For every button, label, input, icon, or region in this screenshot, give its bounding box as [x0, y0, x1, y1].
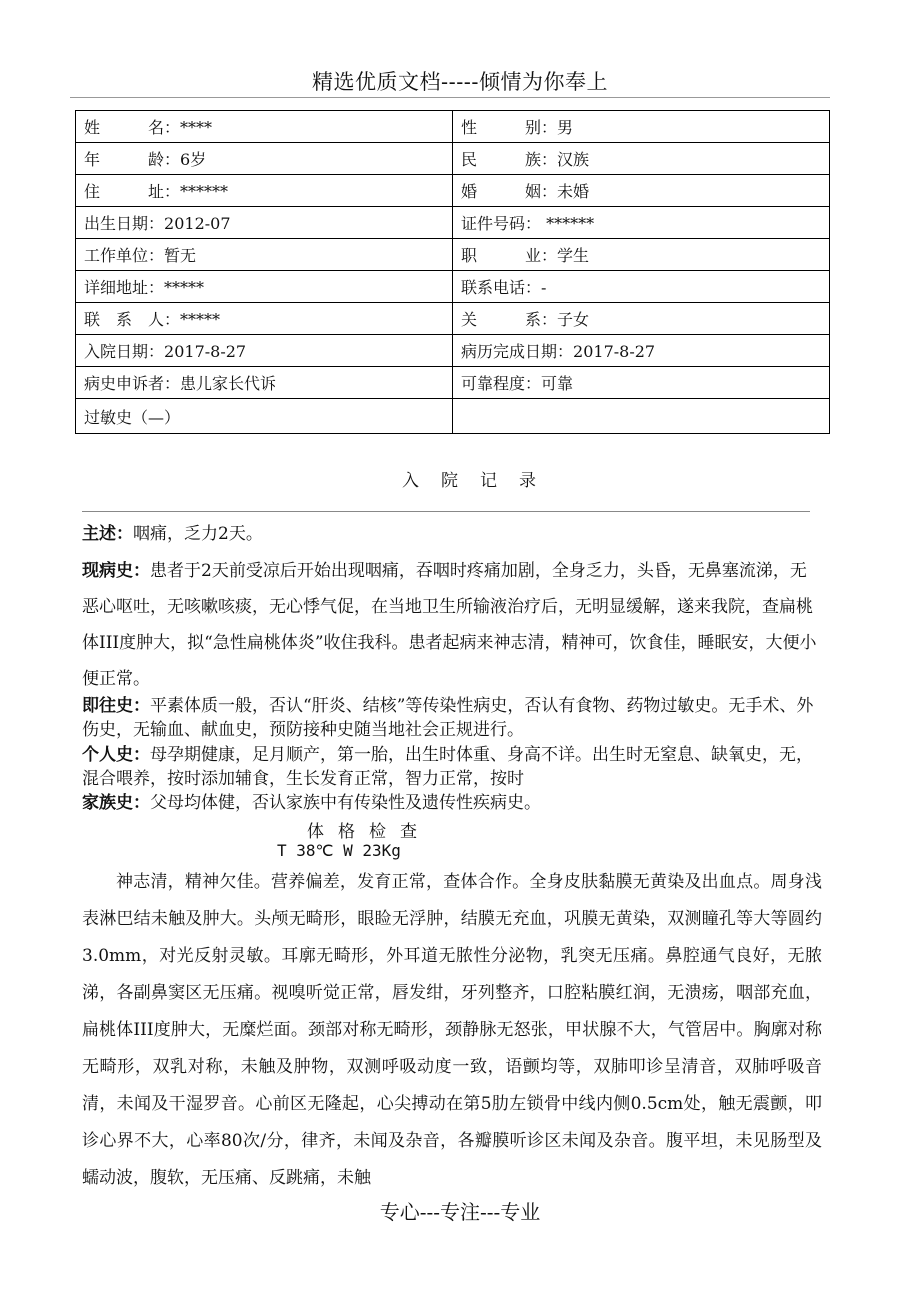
document-header-title: 精选优质文档-----倾情为你奉上	[312, 70, 608, 94]
info-value: 2017-8-27	[573, 342, 656, 361]
info-value: 患儿家长代诉	[180, 374, 277, 393]
info-cell-right	[453, 303, 830, 335]
info-cell-left	[76, 207, 453, 239]
info-value: 6岁	[180, 150, 207, 169]
info-colon: ：	[541, 118, 558, 137]
info-label: 年龄	[84, 150, 164, 169]
info-label: 出生日期	[84, 214, 149, 233]
personal-history-label: 个人史：	[82, 745, 150, 765]
info-row	[76, 367, 830, 399]
chief-complaint-label: 主述：	[82, 524, 133, 544]
info-value: 可靠	[541, 374, 574, 393]
info-cell-left	[76, 367, 453, 399]
info-cell-left	[76, 303, 453, 335]
info-cell-left	[76, 143, 453, 175]
info-cell-left	[76, 239, 453, 271]
section-title: 入院记录	[402, 471, 558, 491]
info-row	[76, 111, 830, 143]
info-label: 婚姻	[461, 182, 541, 201]
info-row	[76, 207, 830, 239]
info-label: 姓名	[84, 118, 164, 137]
personal-history-text: 母孕期健康，足月顺产，第一胎，出生时体重、身高不详。出生时无窒息、缺氧史，无，混合喂养，按时添加辅食，生长发育正常，智力正常，按时	[82, 745, 813, 789]
info-row	[76, 143, 830, 175]
present-illness-label: 现病史：	[82, 561, 150, 581]
info-cell-right	[453, 111, 830, 143]
info-colon: ：	[164, 182, 181, 201]
info-colon: ：	[525, 214, 542, 233]
info-colon: ：	[164, 310, 181, 329]
allergy-cell: 过敏史（—）	[76, 399, 453, 434]
info-colon: ：	[164, 118, 181, 137]
info-cell-left	[76, 271, 453, 303]
info-label: 详细地址	[84, 278, 149, 297]
info-cell-right	[453, 271, 830, 303]
info-cell-right	[453, 175, 830, 207]
info-value: ******	[180, 182, 229, 201]
info-value: 2017-8-27	[164, 342, 247, 361]
info-colon: ：	[164, 150, 181, 169]
info-value: 2012-07	[164, 214, 231, 233]
info-cell-right	[453, 143, 830, 175]
info-label: 病历完成日期	[461, 342, 558, 361]
info-value: *****	[180, 310, 221, 329]
info-row	[76, 303, 830, 335]
info-value: -	[541, 278, 547, 297]
info-cell-right	[453, 367, 830, 399]
info-label: 关系	[461, 310, 541, 329]
past-history-label: 即往史：	[82, 696, 150, 716]
past-history	[82, 694, 822, 742]
info-value: *****	[164, 278, 205, 297]
info-row	[76, 271, 830, 303]
info-label: 工作单位	[84, 246, 149, 265]
info-row	[76, 239, 830, 271]
info-value: 男	[557, 118, 574, 137]
empty-cell	[453, 399, 830, 434]
family-history-text: 父母均体健，否认家族中有传染性及遗传性疾病史。	[150, 793, 541, 813]
info-colon: ：	[541, 182, 558, 201]
info-cell-left	[76, 335, 453, 367]
section-divider	[82, 511, 810, 512]
info-label: 证件号码	[461, 214, 526, 233]
chief-complaint-text: 咽痛，乏力2天。	[133, 524, 263, 544]
info-colon: ：	[525, 374, 542, 393]
info-label: 可靠程度	[461, 374, 526, 393]
vitals-readout: T 38℃ W 23Kg	[277, 841, 401, 860]
info-cell-right	[453, 239, 830, 271]
info-colon: ：	[541, 150, 558, 169]
info-value: ****	[180, 118, 213, 137]
info-cell-right	[453, 207, 830, 239]
info-colon: ：	[541, 310, 558, 329]
physical-exam-text: 神志清，精神欠佳。营养偏差，发育正常，查体合作。全身皮肤黏膜无黄染及出血点。周身浅表淋巴结未触及肿大。头颅无畸形，眼睑无浮肿，结膜无充血，巩膜无黄染，双测瞳孔等大等圆约3.0mm，对光反射灵敏。耳廓无畸形，外耳道无脓性分泌物，乳突无压痛。鼻腔通气良好，无脓涕，各副鼻窦区无压痛。视嗅听觉正常，唇发绀，牙列整齐，口腔粘膜红润，无溃疡，咽部充血，扁桃体III度肿大，无糜烂面。颈部对称无畸形，颈静脉无怒张，甲状腺不大，气管居中。胸廓对称无畸形，双乳对称，未触及肿物，双测呼吸动度一致，语颤均等，双肺叩诊呈清音，双肺呼吸音清，未闻及干湿罗音。心前区无隆起，心尖搏动在第5肋左锁骨中线内侧0.5cm处，触无震颤，叩诊心界不大，心率80次/分，律齐，未闻及杂音，各瓣膜听诊区未闻及杂音。腹平坦，未见肠型及蠕动波，腹软，无压痛、反跳痛，未触	[82, 872, 822, 1188]
present-illness	[82, 553, 822, 697]
info-label: 联系人	[84, 310, 164, 329]
family-history-label: 家族史：	[82, 793, 150, 813]
info-colon: ：	[148, 214, 165, 233]
info-colon: ：	[148, 278, 165, 297]
present-illness-text: 患者于2天前受凉后开始出现咽痛，吞咽时疼痛加剧，全身乏力，头昏，无鼻塞流涕，无恶心呕吐，无咳嗽咳痰，无心悸气促，在当地卫生所输液治疗后，无明显缓解，遂来我院，查扁桃体III度肿大，拟“急性扁桃体炎”收住我科。患者起病来神志清，精神可，饮食佳，睡眠安，大便小便正常。	[82, 561, 817, 689]
family-history	[82, 791, 822, 815]
info-cell-left	[76, 111, 453, 143]
info-value: 未婚	[557, 182, 590, 201]
physical-exam-title: 体格检查	[307, 822, 431, 842]
info-value: ******	[541, 214, 595, 233]
info-label: 联系电话	[461, 278, 526, 297]
chief-complaint	[82, 516, 822, 552]
patient-info-table	[75, 110, 830, 434]
document-footer: 专心---专注---专业	[379, 1200, 541, 1224]
info-value: 子女	[557, 310, 590, 329]
info-colon: ：	[164, 374, 181, 393]
info-colon: ：	[525, 278, 542, 297]
info-label: 性别	[461, 118, 541, 137]
past-history-text: 平素体质一般，否认“肝炎、结核”等传染性病史，否认有食物、药物过敏史。无手术、外伤史，无输血、献血史，预防接种史随当地社会正规进行。	[82, 696, 814, 740]
info-label: 住址	[84, 182, 164, 201]
info-value: 汉族	[557, 150, 590, 169]
info-value: 学生	[557, 246, 590, 265]
info-cell-right	[453, 335, 830, 367]
info-label: 病史申诉者	[84, 374, 165, 393]
personal-history	[82, 743, 822, 791]
info-colon: ：	[557, 342, 574, 361]
info-label: 职业	[461, 246, 541, 265]
info-row	[76, 335, 830, 367]
info-cell-left	[76, 175, 453, 207]
info-label: 入院日期	[84, 342, 149, 361]
info-row	[76, 175, 830, 207]
header-divider	[70, 97, 830, 98]
info-colon: ：	[148, 246, 165, 265]
info-label: 民族	[461, 150, 541, 169]
info-colon: ：	[541, 246, 558, 265]
allergy-row	[76, 399, 830, 434]
info-colon: ：	[148, 342, 165, 361]
info-value: 暂无	[164, 246, 197, 265]
